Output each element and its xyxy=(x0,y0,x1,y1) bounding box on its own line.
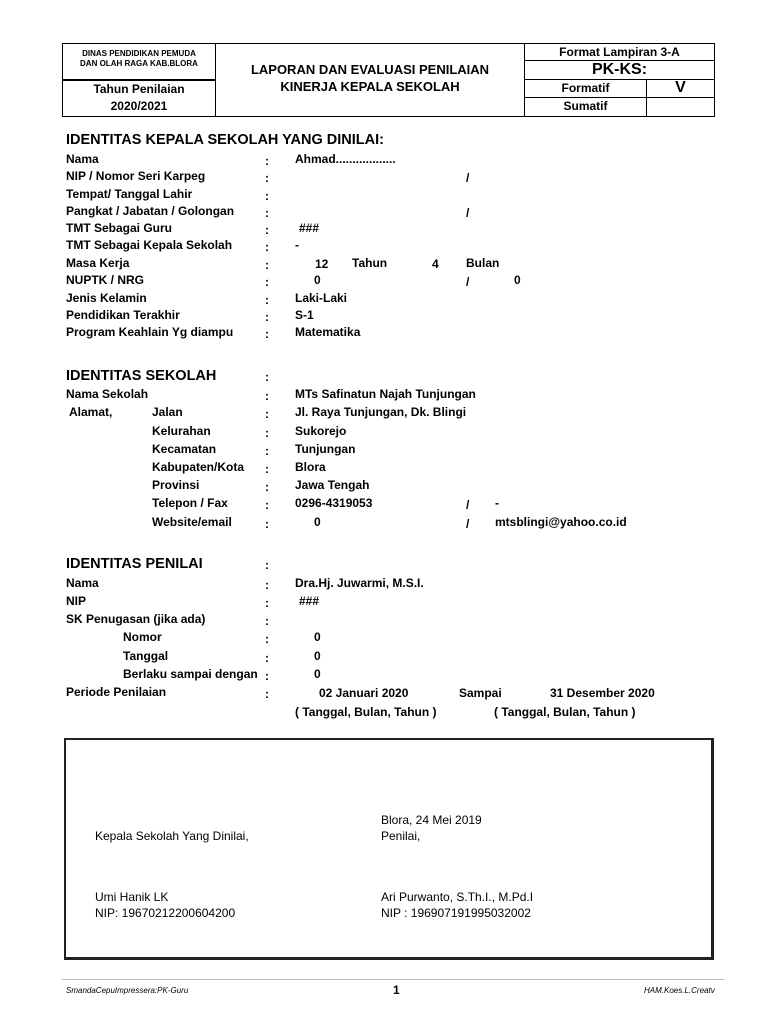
sign-right-nip: NIP : 196907191995032002 xyxy=(381,906,531,920)
tahun-label: Tahun Penilaian xyxy=(93,82,185,96)
signature-box xyxy=(64,738,714,960)
kepala-value: Ahmad.................. xyxy=(295,152,396,166)
penilai-nama-value: Dra.Hj. Juwarmi, M.S.I. xyxy=(295,576,424,590)
colon: : xyxy=(265,223,269,237)
kepala-value: ### xyxy=(299,221,320,235)
colon: : xyxy=(265,498,269,512)
kepala-value: 0 xyxy=(314,273,321,287)
alamat-right-value: - xyxy=(495,496,499,510)
alamat-value: 0296-4319053 xyxy=(295,496,373,510)
kepala-label: Pendidikan Terakhir xyxy=(66,308,180,322)
periode-end: 31 Desember 2020 xyxy=(550,686,655,700)
alamat-label: Jalan xyxy=(152,405,183,419)
colon: : xyxy=(265,517,269,531)
section-title-kepala: IDENTITAS KEPALA SEKOLAH YANG DINILAI: xyxy=(66,132,384,148)
formatif-check: V xyxy=(675,79,686,96)
sign-right-role: Penilai, xyxy=(381,829,421,843)
footer-left: SmandaCepuImpressera:PK-Guru xyxy=(66,986,189,995)
colon: : xyxy=(265,240,269,254)
sumatif-label: Sumatif xyxy=(563,99,608,113)
report-title-line2: KINERJA KEPALA SEKOLAH xyxy=(280,79,460,94)
periode-hint-end: ( Tanggal, Bulan, Tahun ) xyxy=(494,705,636,719)
alamat-right-value: mtsblingi@yahoo.co.id xyxy=(495,515,627,529)
penilai-nip-label: NIP xyxy=(66,594,87,608)
kepala-label: TMT Sebagai Guru xyxy=(66,221,173,235)
sk-berlaku-label: Berlaku sampai dengan xyxy=(123,667,258,681)
penilai-nip-value: ### xyxy=(299,594,320,608)
colon: : xyxy=(265,651,269,665)
kepala-value: - xyxy=(295,238,299,252)
masa-kerja-tahun-label: Tahun xyxy=(352,256,388,270)
masa-kerja-tahun-value: 12 xyxy=(315,257,329,271)
colon: : xyxy=(265,407,269,421)
kepala-label: Tempat/ Tanggal Lahir xyxy=(66,187,193,201)
colon: : xyxy=(265,578,269,592)
sekolah-nama-label: Nama Sekolah xyxy=(66,387,149,401)
sekolah-nama-value: MTs Safinatun Najah Tunjungan xyxy=(295,387,476,401)
colon: : xyxy=(265,154,269,168)
section-title-sekolah: IDENTITAS SEKOLAH xyxy=(66,368,217,384)
colon: : xyxy=(265,462,269,476)
sumatif-mark-cell xyxy=(646,97,715,117)
colon: : xyxy=(265,389,269,403)
alamat-label: Kabupaten/Kota xyxy=(152,460,245,474)
dinas-line2: DAN OLAH RAGA KAB.BLORA xyxy=(80,59,198,68)
kepala-label: Program Keahlain Yg diampu xyxy=(66,325,234,339)
footer-divider xyxy=(62,979,724,980)
kepala-label: Jenis Kelamin xyxy=(66,291,147,305)
alamat-label: Alamat, xyxy=(69,405,113,419)
alamat-slash: / xyxy=(466,517,470,531)
footer-right: HAM.Koes.L.Creatv xyxy=(644,986,715,995)
dinas-line1: DINAS PENDIDIKAN PEMUDA xyxy=(82,49,196,58)
sign-left-role: Kepala Sekolah Yang Dinilai, xyxy=(95,829,249,843)
alamat-slash: / xyxy=(466,498,470,512)
alamat-label: Provinsi xyxy=(152,478,200,492)
section-title-penilai: IDENTITAS PENILAI xyxy=(66,556,203,572)
sk-nomor-value: 0 xyxy=(314,630,321,644)
penilai-nama-label: Nama xyxy=(66,576,99,590)
sign-place-date: Blora, 24 Mei 2019 xyxy=(381,813,482,827)
colon: : xyxy=(265,480,269,494)
sk-tanggal-label: Tanggal xyxy=(123,649,169,663)
sk-berlaku-value: 0 xyxy=(314,667,321,681)
formatif-label: Formatif xyxy=(561,81,610,95)
kepala-label: NUPTK / NRG xyxy=(66,273,144,287)
alamat-value: 0 xyxy=(314,515,321,529)
sign-right-name: Ari Purwanto, S.Th.I., M.Pd.I xyxy=(381,890,534,904)
kepala-slash: / xyxy=(466,275,470,289)
sign-left-nip: NIP: 19670212200604200 xyxy=(95,906,236,920)
kepala-value: Laki-Laki xyxy=(295,291,348,305)
colon: : xyxy=(265,614,269,628)
periode-start: 02 Januari 2020 xyxy=(319,686,409,700)
colon: : xyxy=(265,293,269,307)
colon: : xyxy=(265,258,269,272)
format-label: Format Lampiran 3-A xyxy=(559,45,680,59)
kepala-slash: / xyxy=(466,171,470,185)
page-number: 1 xyxy=(393,983,400,997)
pkks-label: PK-KS: xyxy=(591,61,648,78)
kepala-value: S-1 xyxy=(295,308,314,322)
colon: : xyxy=(265,669,269,683)
kepala-label: NIP / Nomor Seri Karpeg xyxy=(66,169,206,183)
alamat-value: Sukorejo xyxy=(295,424,347,438)
alamat-label: Kecamatan xyxy=(152,442,217,456)
report-title-line1: LAPORAN DAN EVALUASI PENILAIAN xyxy=(250,62,490,77)
kepala-value: Matematika xyxy=(295,325,361,339)
colon: : xyxy=(265,426,269,440)
alamat-value: Tunjungan xyxy=(295,442,356,456)
colon: : xyxy=(265,275,269,289)
tahun-value: 2020/2021 xyxy=(110,99,168,113)
periode-sampai: Sampai xyxy=(459,686,502,700)
alamat-value: Blora xyxy=(295,460,326,474)
kepala-label: Nama xyxy=(66,152,99,166)
alamat-label: Kelurahan xyxy=(152,424,211,438)
periode-hint-start: ( Tanggal, Bulan, Tahun ) xyxy=(295,705,437,719)
colon: : xyxy=(265,558,269,572)
colon: : xyxy=(265,632,269,646)
kepala-label: TMT Sebagai Kepala Sekolah xyxy=(66,238,233,252)
sk-label: SK Penugasan (jika ada) xyxy=(66,612,206,626)
sign-left-name: Umi Hanik LK xyxy=(95,890,169,904)
colon: : xyxy=(265,444,269,458)
alamat-label: Website/email xyxy=(152,515,232,529)
colon: : xyxy=(265,310,269,324)
colon: : xyxy=(265,189,269,203)
kepala-right-value: 0 xyxy=(514,273,521,287)
masa-kerja-bulan-value: 4 xyxy=(432,257,439,271)
alamat-value: Jl. Raya Tunjungan, Dk. Blingi xyxy=(295,405,467,419)
sk-tanggal-value: 0 xyxy=(314,649,321,663)
sk-nomor-label: Nomor xyxy=(123,630,162,644)
periode-label: Periode Penilaian xyxy=(66,685,167,699)
kepala-label: Pangkat / Jabatan / Golongan xyxy=(66,204,235,218)
colon: : xyxy=(265,327,269,341)
colon: : xyxy=(265,687,269,701)
kepala-slash: / xyxy=(466,206,470,220)
colon: : xyxy=(265,596,269,610)
kepala-label: Masa Kerja xyxy=(66,256,130,270)
alamat-value: Jawa Tengah xyxy=(295,478,370,492)
colon: : xyxy=(265,206,269,220)
colon: : xyxy=(265,370,269,384)
alamat-label: Telepon / Fax xyxy=(152,496,228,510)
masa-kerja-bulan-label: Bulan xyxy=(466,256,500,270)
colon: : xyxy=(265,171,269,185)
